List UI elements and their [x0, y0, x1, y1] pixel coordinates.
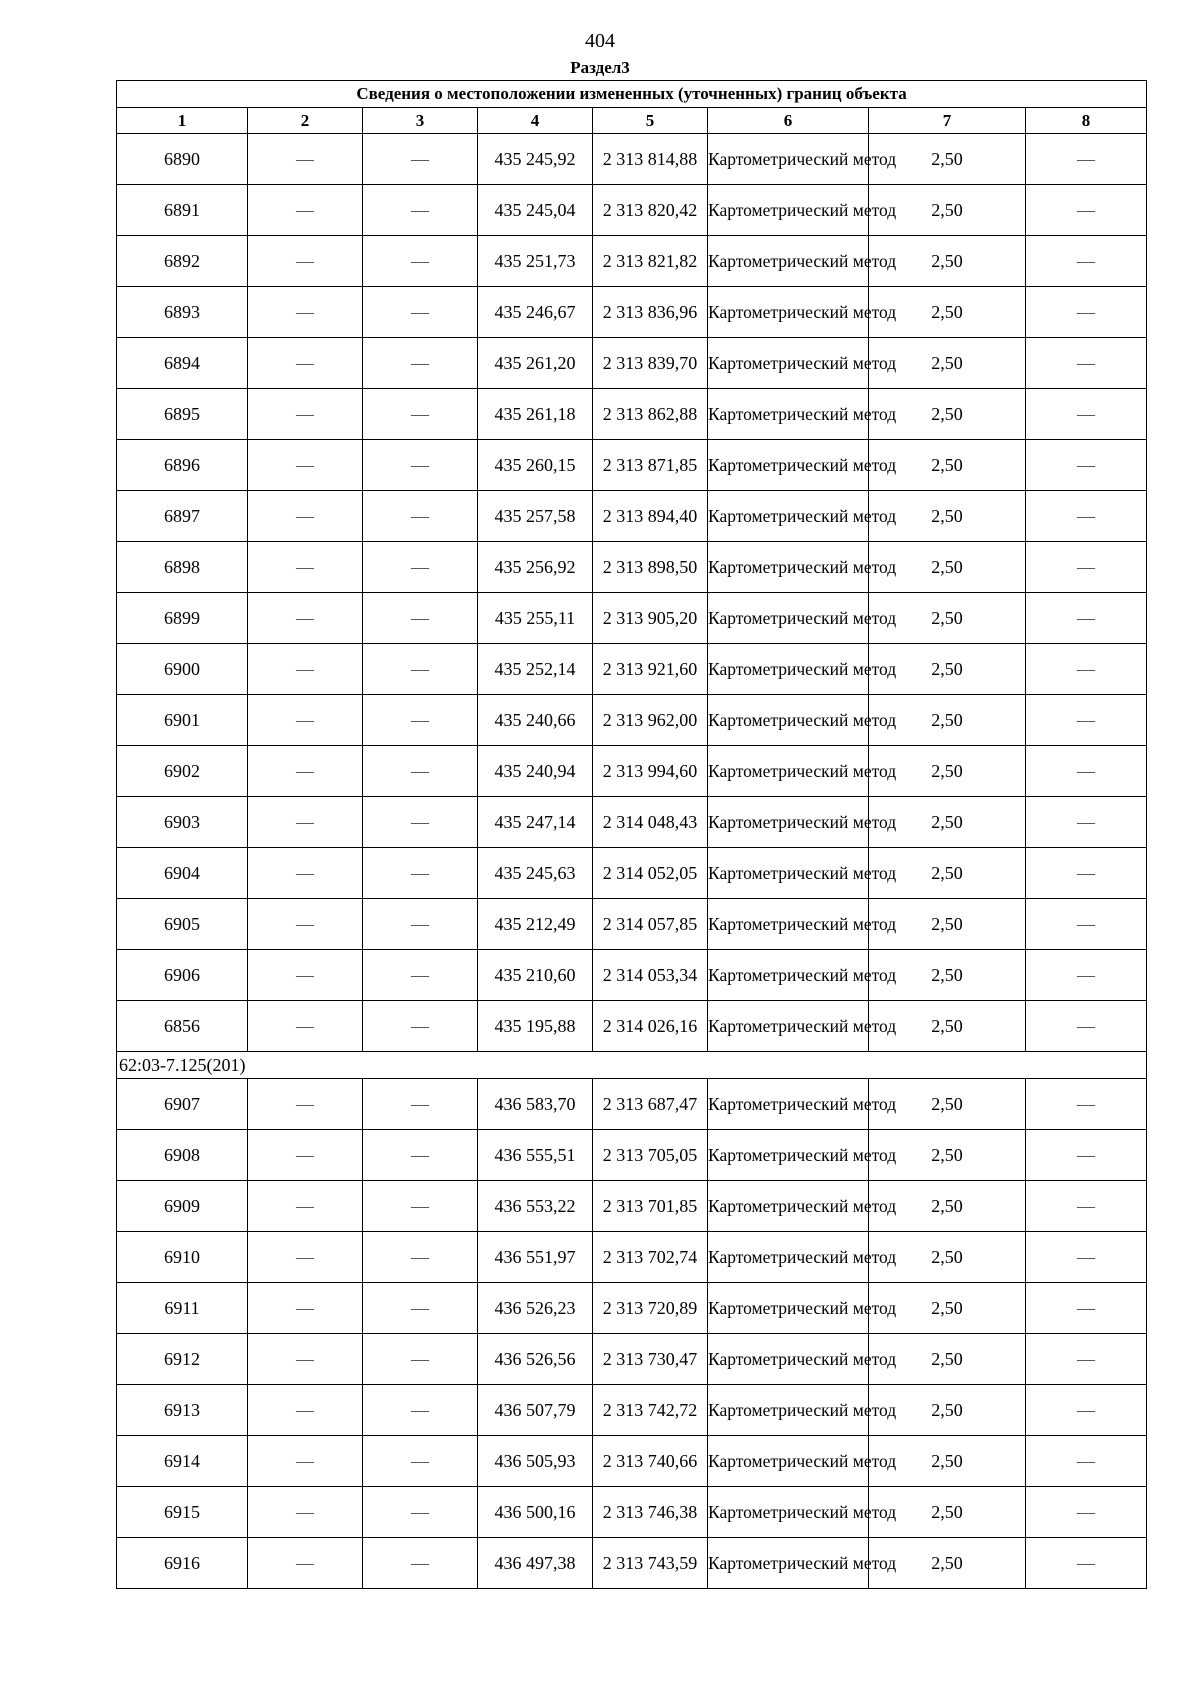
accuracy-cell: 2,50 [869, 1232, 1026, 1283]
y-coordinate-cell: 2 313 994,60 [593, 746, 708, 797]
accuracy-cell: 2,50 [869, 1181, 1026, 1232]
point-number-cell: 6909 [117, 1181, 248, 1232]
table-row [117, 1334, 1147, 1385]
table-row [117, 1001, 1147, 1052]
table-row [117, 134, 1147, 185]
y-coordinate-cell: 2 313 820,42 [593, 185, 708, 236]
column-8-cell: — [1026, 644, 1147, 695]
point-number-cell: 6914 [117, 1436, 248, 1487]
column-header: 2 [248, 108, 363, 134]
x-coordinate-cell: 435 260,15 [478, 440, 593, 491]
point-number-cell: 6899 [117, 593, 248, 644]
column-3-cell: — [363, 1334, 478, 1385]
column-8-cell: — [1026, 389, 1147, 440]
column-2-cell: — [248, 899, 363, 950]
y-coordinate-cell: 2 313 743,59 [593, 1538, 708, 1589]
y-coordinate-cell: 2 313 702,74 [593, 1232, 708, 1283]
y-coordinate-cell: 2 313 921,60 [593, 644, 708, 695]
point-number-cell: 6895 [117, 389, 248, 440]
method-cell: Картометрический метод [708, 848, 869, 899]
column-3-cell: — [363, 287, 478, 338]
point-number-cell: 6892 [117, 236, 248, 287]
column-8-cell: — [1026, 848, 1147, 899]
method-cell: Картометрический метод [708, 338, 869, 389]
point-number-cell: 6904 [117, 848, 248, 899]
column-2-cell: — [248, 1334, 363, 1385]
method-cell: Картометрический метод [708, 542, 869, 593]
y-coordinate-cell: 2 313 705,05 [593, 1130, 708, 1181]
x-coordinate-cell: 436 500,16 [478, 1487, 593, 1538]
accuracy-cell: 2,50 [869, 440, 1026, 491]
column-header: 8 [1026, 108, 1147, 134]
column-3-cell: — [363, 1538, 478, 1589]
method-cell: Картометрический метод [708, 1436, 869, 1487]
x-coordinate-cell: 435 261,18 [478, 389, 593, 440]
column-3-cell: — [363, 899, 478, 950]
method-cell: Картометрический метод [708, 899, 869, 950]
y-coordinate-cell: 2 313 898,50 [593, 542, 708, 593]
column-8-cell: — [1026, 1283, 1147, 1334]
column-2-cell: — [248, 1130, 363, 1181]
point-number-cell: 6906 [117, 950, 248, 1001]
table-row [117, 899, 1147, 950]
accuracy-cell: 2,50 [869, 1079, 1026, 1130]
y-coordinate-cell: 2 313 871,85 [593, 440, 708, 491]
column-2-cell: — [248, 1487, 363, 1538]
column-3-cell: — [363, 695, 478, 746]
y-coordinate-cell: 2 314 053,34 [593, 950, 708, 1001]
point-number-cell: 6908 [117, 1130, 248, 1181]
method-cell: Картометрический метод [708, 287, 869, 338]
x-coordinate-cell: 435 195,88 [478, 1001, 593, 1052]
group-label-row [117, 1052, 1147, 1079]
column-3-cell: — [363, 185, 478, 236]
method-cell: Картометрический метод [708, 950, 869, 1001]
accuracy-cell: 2,50 [869, 389, 1026, 440]
column-8-cell: — [1026, 1001, 1147, 1052]
point-number-cell: 6907 [117, 1079, 248, 1130]
x-coordinate-cell: 436 507,79 [478, 1385, 593, 1436]
x-coordinate-cell: 435 240,66 [478, 695, 593, 746]
table-row [117, 1130, 1147, 1181]
x-coordinate-cell: 435 257,58 [478, 491, 593, 542]
method-cell: Картометрический метод [708, 1001, 869, 1052]
column-3-cell: — [363, 950, 478, 1001]
column-2-cell: — [248, 542, 363, 593]
column-2-cell: — [248, 1079, 363, 1130]
column-2-cell: — [248, 593, 363, 644]
x-coordinate-cell: 435 210,60 [478, 950, 593, 1001]
column-3-cell: — [363, 542, 478, 593]
column-header: 7 [869, 108, 1026, 134]
column-8-cell: — [1026, 236, 1147, 287]
table-row [117, 644, 1147, 695]
table-body [117, 134, 1147, 1589]
x-coordinate-cell: 435 247,14 [478, 797, 593, 848]
column-2-cell: — [248, 848, 363, 899]
x-coordinate-cell: 435 251,73 [478, 236, 593, 287]
column-2-cell: — [248, 1283, 363, 1334]
column-2-cell: — [248, 236, 363, 287]
x-coordinate-cell: 435 256,92 [478, 542, 593, 593]
x-coordinate-cell: 436 497,38 [478, 1538, 593, 1589]
point-number-cell: 6894 [117, 338, 248, 389]
column-8-cell: — [1026, 1181, 1147, 1232]
x-coordinate-cell: 436 583,70 [478, 1079, 593, 1130]
column-3-cell: — [363, 389, 478, 440]
section-title: Раздел3 [570, 58, 630, 77]
accuracy-cell: 2,50 [869, 848, 1026, 899]
column-2-cell: — [248, 746, 363, 797]
table-header-row [117, 108, 1147, 134]
column-3-cell: — [363, 1130, 478, 1181]
table-caption: Сведения о местоположении измененных (уточненных) границ объекта [117, 81, 1147, 108]
accuracy-cell: 2,50 [869, 287, 1026, 338]
column-8-cell: — [1026, 1130, 1147, 1181]
column-3-cell: — [363, 1079, 478, 1130]
coordinates-table [116, 80, 1147, 1589]
column-3-cell: — [363, 1181, 478, 1232]
column-3-cell: — [363, 797, 478, 848]
column-8-cell: — [1026, 542, 1147, 593]
method-cell: Картометрический метод [708, 1385, 869, 1436]
column-header: 4 [478, 108, 593, 134]
method-cell: Картометрический метод [708, 797, 869, 848]
x-coordinate-cell: 436 553,22 [478, 1181, 593, 1232]
point-number-cell: 6910 [117, 1232, 248, 1283]
column-3-cell: — [363, 848, 478, 899]
column-2-cell: — [248, 1232, 363, 1283]
y-coordinate-cell: 2 314 052,05 [593, 848, 708, 899]
table-row [117, 695, 1147, 746]
column-8-cell: — [1026, 287, 1147, 338]
point-number-cell: 6891 [117, 185, 248, 236]
table-row [117, 236, 1147, 287]
column-3-cell: — [363, 1283, 478, 1334]
column-8-cell: — [1026, 746, 1147, 797]
accuracy-cell: 2,50 [869, 542, 1026, 593]
point-number-cell: 6912 [117, 1334, 248, 1385]
column-8-cell: — [1026, 1436, 1147, 1487]
column-8-cell: — [1026, 593, 1147, 644]
table-row [117, 1385, 1147, 1436]
accuracy-cell: 2,50 [869, 185, 1026, 236]
accuracy-cell: 2,50 [869, 1334, 1026, 1385]
column-3-cell: — [363, 134, 478, 185]
method-cell: Картометрический метод [708, 1538, 869, 1589]
method-cell: Картометрический метод [708, 185, 869, 236]
table-row [117, 1283, 1147, 1334]
accuracy-cell: 2,50 [869, 1385, 1026, 1436]
y-coordinate-cell: 2 313 687,47 [593, 1079, 708, 1130]
method-cell: Картометрический метод [708, 491, 869, 542]
x-coordinate-cell: 435 261,20 [478, 338, 593, 389]
accuracy-cell: 2,50 [869, 1487, 1026, 1538]
method-cell: Картометрический метод [708, 644, 869, 695]
column-8-cell: — [1026, 338, 1147, 389]
column-2-cell: — [248, 287, 363, 338]
column-8-cell: — [1026, 1334, 1147, 1385]
column-8-cell: — [1026, 134, 1147, 185]
point-number-cell: 6916 [117, 1538, 248, 1589]
x-coordinate-cell: 435 245,63 [478, 848, 593, 899]
x-coordinate-cell: 435 245,04 [478, 185, 593, 236]
table-row [117, 185, 1147, 236]
table-row [117, 1487, 1147, 1538]
table-row [117, 746, 1147, 797]
column-2-cell: — [248, 389, 363, 440]
method-cell: Картометрический метод [708, 1487, 869, 1538]
page-number: 404 [585, 30, 615, 52]
column-3-cell: — [363, 491, 478, 542]
table-row [117, 287, 1147, 338]
y-coordinate-cell: 2 313 814,88 [593, 134, 708, 185]
column-8-cell: — [1026, 1538, 1147, 1589]
column-2-cell: — [248, 1385, 363, 1436]
method-cell: Картометрический метод [708, 1130, 869, 1181]
y-coordinate-cell: 2 314 057,85 [593, 899, 708, 950]
method-cell: Картометрический метод [708, 1283, 869, 1334]
accuracy-cell: 2,50 [869, 899, 1026, 950]
x-coordinate-cell: 436 526,56 [478, 1334, 593, 1385]
column-3-cell: — [363, 593, 478, 644]
column-2-cell: — [248, 797, 363, 848]
method-cell: Картометрический метод [708, 440, 869, 491]
column-8-cell: — [1026, 491, 1147, 542]
point-number-cell: 6901 [117, 695, 248, 746]
table-row [117, 593, 1147, 644]
column-3-cell: — [363, 1385, 478, 1436]
method-cell: Картометрический метод [708, 236, 869, 287]
column-8-cell: — [1026, 185, 1147, 236]
column-header: 3 [363, 108, 478, 134]
point-number-cell: 6890 [117, 134, 248, 185]
point-number-cell: 6897 [117, 491, 248, 542]
column-2-cell: — [248, 440, 363, 491]
table-row [117, 1232, 1147, 1283]
group-label: 62:03-7.125(201) [117, 1052, 1147, 1079]
column-2-cell: — [248, 1538, 363, 1589]
table-row [117, 440, 1147, 491]
table-caption-row [117, 81, 1147, 108]
point-number-cell: 6856 [117, 1001, 248, 1052]
column-2-cell: — [248, 950, 363, 1001]
accuracy-cell: 2,50 [869, 491, 1026, 542]
column-3-cell: — [363, 338, 478, 389]
column-2-cell: — [248, 134, 363, 185]
x-coordinate-cell: 435 245,92 [478, 134, 593, 185]
column-8-cell: — [1026, 440, 1147, 491]
x-coordinate-cell: 436 555,51 [478, 1130, 593, 1181]
accuracy-cell: 2,50 [869, 950, 1026, 1001]
y-coordinate-cell: 2 314 026,16 [593, 1001, 708, 1052]
column-8-cell: — [1026, 695, 1147, 746]
method-cell: Картометрический метод [708, 695, 869, 746]
column-3-cell: — [363, 1232, 478, 1283]
point-number-cell: 6915 [117, 1487, 248, 1538]
column-2-cell: — [248, 695, 363, 746]
column-8-cell: — [1026, 950, 1147, 1001]
x-coordinate-cell: 435 212,49 [478, 899, 593, 950]
accuracy-cell: 2,50 [869, 338, 1026, 389]
table-row [117, 950, 1147, 1001]
column-2-cell: — [248, 644, 363, 695]
column-3-cell: — [363, 440, 478, 491]
y-coordinate-cell: 2 313 905,20 [593, 593, 708, 644]
accuracy-cell: 2,50 [869, 797, 1026, 848]
y-coordinate-cell: 2 313 746,38 [593, 1487, 708, 1538]
column-8-cell: — [1026, 1232, 1147, 1283]
method-cell: Картометрический метод [708, 1334, 869, 1385]
accuracy-cell: 2,50 [869, 1001, 1026, 1052]
column-8-cell: — [1026, 1079, 1147, 1130]
accuracy-cell: 2,50 [869, 746, 1026, 797]
column-8-cell: — [1026, 1487, 1147, 1538]
accuracy-cell: 2,50 [869, 644, 1026, 695]
accuracy-cell: 2,50 [869, 1130, 1026, 1181]
point-number-cell: 6903 [117, 797, 248, 848]
point-number-cell: 6893 [117, 287, 248, 338]
y-coordinate-cell: 2 313 839,70 [593, 338, 708, 389]
column-header: 5 [593, 108, 708, 134]
x-coordinate-cell: 436 551,97 [478, 1232, 593, 1283]
method-cell: Картометрический метод [708, 746, 869, 797]
column-3-cell: — [363, 644, 478, 695]
point-number-cell: 6913 [117, 1385, 248, 1436]
method-cell: Картометрический метод [708, 134, 869, 185]
x-coordinate-cell: 436 505,93 [478, 1436, 593, 1487]
method-cell: Картометрический метод [708, 593, 869, 644]
table-row [117, 797, 1147, 848]
table-row [117, 1181, 1147, 1232]
column-8-cell: — [1026, 1385, 1147, 1436]
accuracy-cell: 2,50 [869, 1538, 1026, 1589]
accuracy-cell: 2,50 [869, 695, 1026, 746]
column-2-cell: — [248, 491, 363, 542]
accuracy-cell: 2,50 [869, 1283, 1026, 1334]
y-coordinate-cell: 2 313 862,88 [593, 389, 708, 440]
point-number-cell: 6911 [117, 1283, 248, 1334]
method-cell: Картометрический метод [708, 1181, 869, 1232]
method-cell: Картометрический метод [708, 1232, 869, 1283]
y-coordinate-cell: 2 313 740,66 [593, 1436, 708, 1487]
y-coordinate-cell: 2 313 821,82 [593, 236, 708, 287]
x-coordinate-cell: 436 526,23 [478, 1283, 593, 1334]
point-number-cell: 6905 [117, 899, 248, 950]
y-coordinate-cell: 2 313 701,85 [593, 1181, 708, 1232]
accuracy-cell: 2,50 [869, 134, 1026, 185]
x-coordinate-cell: 435 252,14 [478, 644, 593, 695]
table-row [117, 1436, 1147, 1487]
table-row [117, 542, 1147, 593]
column-header: 6 [708, 108, 869, 134]
accuracy-cell: 2,50 [869, 1436, 1026, 1487]
column-8-cell: — [1026, 899, 1147, 950]
table-row [117, 491, 1147, 542]
accuracy-cell: 2,50 [869, 236, 1026, 287]
column-2-cell: — [248, 185, 363, 236]
table-row [117, 389, 1147, 440]
table-row [117, 338, 1147, 389]
column-3-cell: — [363, 1436, 478, 1487]
table-row [117, 1079, 1147, 1130]
y-coordinate-cell: 2 313 962,00 [593, 695, 708, 746]
y-coordinate-cell: 2 313 836,96 [593, 287, 708, 338]
point-number-cell: 6900 [117, 644, 248, 695]
column-3-cell: — [363, 1487, 478, 1538]
table-row [117, 1538, 1147, 1589]
x-coordinate-cell: 435 255,11 [478, 593, 593, 644]
column-3-cell: — [363, 746, 478, 797]
column-2-cell: — [248, 338, 363, 389]
y-coordinate-cell: 2 313 742,72 [593, 1385, 708, 1436]
point-number-cell: 6902 [117, 746, 248, 797]
point-number-cell: 6898 [117, 542, 248, 593]
column-2-cell: — [248, 1001, 363, 1052]
y-coordinate-cell: 2 313 730,47 [593, 1334, 708, 1385]
x-coordinate-cell: 435 246,67 [478, 287, 593, 338]
column-2-cell: — [248, 1181, 363, 1232]
method-cell: Картометрический метод [708, 1079, 869, 1130]
table-row [117, 848, 1147, 899]
y-coordinate-cell: 2 313 720,89 [593, 1283, 708, 1334]
point-number-cell: 6896 [117, 440, 248, 491]
column-2-cell: — [248, 1436, 363, 1487]
column-3-cell: — [363, 1001, 478, 1052]
column-header: 1 [117, 108, 248, 134]
y-coordinate-cell: 2 313 894,40 [593, 491, 708, 542]
method-cell: Картометрический метод [708, 389, 869, 440]
accuracy-cell: 2,50 [869, 593, 1026, 644]
y-coordinate-cell: 2 314 048,43 [593, 797, 708, 848]
column-8-cell: — [1026, 797, 1147, 848]
x-coordinate-cell: 435 240,94 [478, 746, 593, 797]
column-3-cell: — [363, 236, 478, 287]
